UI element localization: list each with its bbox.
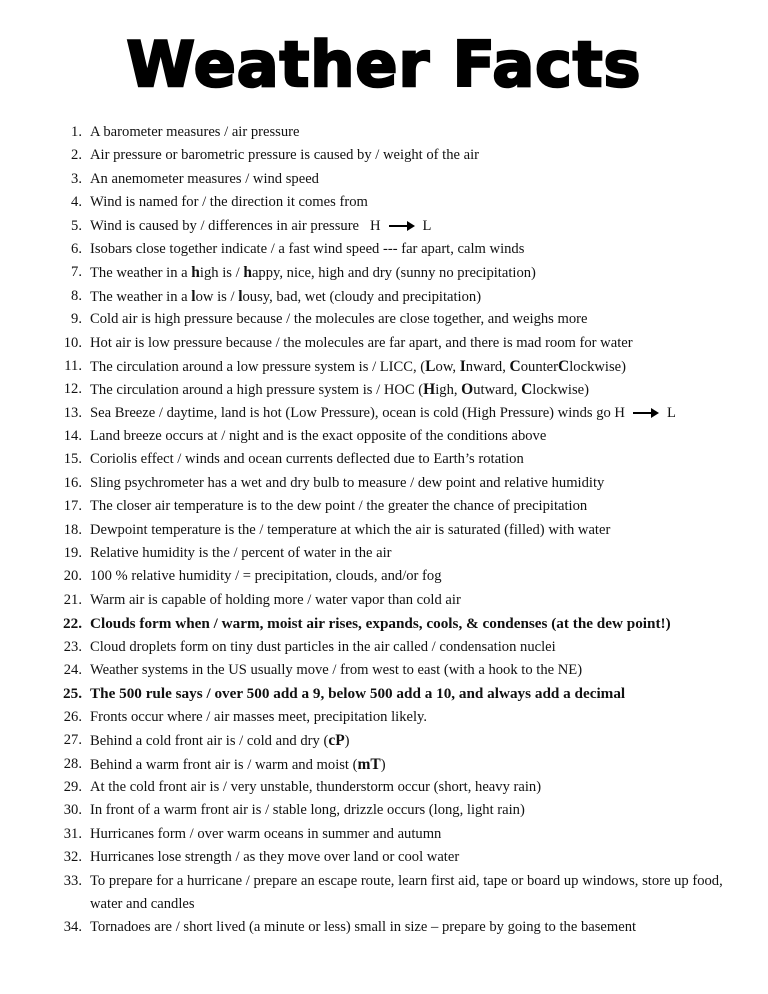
item-number: 17. bbox=[63, 498, 82, 515]
text-segment: nward, bbox=[465, 358, 510, 375]
item-text: Sling psychrometer has a wet and dry bulb to measure / dew point and relative humidity bbox=[90, 474, 605, 491]
list-item bbox=[0, 144, 768, 167]
item-number: 23. bbox=[63, 638, 82, 655]
text-segment: Behind a cold front air is / cold and dry ( bbox=[90, 733, 329, 750]
list-item bbox=[0, 215, 768, 238]
emphasis-letter: H bbox=[423, 381, 436, 399]
item-text: Wind is caused by / differences in air pressure bbox=[90, 217, 360, 234]
low-pressure-label: L bbox=[422, 217, 432, 234]
item-text: Cold air is high pressure because / the molecules are close together, and weighs more bbox=[90, 311, 588, 328]
item-number: 32. bbox=[63, 849, 82, 866]
text-segment: lockwise) bbox=[569, 358, 626, 375]
item-number: 15. bbox=[63, 451, 82, 468]
list-item bbox=[0, 565, 768, 588]
list-item bbox=[0, 168, 768, 191]
item-text: Air pressure or barometric pressure is caused by / weight of the air bbox=[90, 147, 480, 164]
list-item bbox=[0, 519, 768, 542]
item-text: The closer air temperature is to the dew point / the greater the chance of precipitation bbox=[90, 498, 588, 515]
text-segment: ) bbox=[380, 756, 386, 773]
item-text: Cloud droplets form on tiny dust particles in the air called / condensation nuclei bbox=[90, 638, 556, 655]
text-segment: The weather in a bbox=[90, 288, 192, 305]
text-segment: ow, bbox=[435, 358, 460, 375]
item-number: 25. bbox=[63, 685, 82, 703]
list-item bbox=[0, 846, 768, 869]
item-text: Wind is named for / the direction it comes from bbox=[90, 194, 368, 211]
list-item bbox=[0, 448, 768, 471]
item-number: 6. bbox=[71, 240, 82, 257]
facts-list bbox=[0, 121, 768, 940]
list-item bbox=[0, 191, 768, 214]
list-item bbox=[0, 261, 768, 284]
list-item bbox=[0, 308, 768, 331]
item-text-wrapper bbox=[90, 261, 730, 285]
emphasis-letter: C bbox=[521, 381, 533, 399]
list-item bbox=[0, 916, 768, 939]
text-segment: The weather in a bbox=[90, 265, 192, 282]
item-number: 12. bbox=[63, 381, 82, 398]
emphasis-letter: C bbox=[509, 357, 521, 375]
item-number: 33. bbox=[63, 872, 82, 889]
item-text: Warm air is capable of holding more / water vapor than cold air bbox=[90, 591, 461, 608]
list-item bbox=[0, 776, 768, 799]
list-item bbox=[0, 378, 768, 401]
item-number: 11. bbox=[64, 357, 82, 374]
item-text: Dewpoint temperature is the / temperature at which the air is saturated (filled) with water bbox=[90, 521, 611, 538]
high-pressure-label: H bbox=[370, 217, 381, 234]
item-number: 16. bbox=[63, 474, 82, 491]
item-number: 27. bbox=[63, 732, 82, 749]
item-text-wrapper bbox=[90, 215, 730, 238]
emphasis-letter: C bbox=[558, 357, 570, 375]
emphasis-letter: l bbox=[191, 287, 196, 305]
air-mass-code: cP bbox=[328, 732, 345, 750]
text-segment: The circulation around a low pressure system is / LICC, ( bbox=[90, 358, 426, 375]
list-item bbox=[0, 121, 768, 144]
text-segment: utward, bbox=[473, 382, 522, 399]
list-item bbox=[0, 706, 768, 729]
emphasis-letter: l bbox=[238, 287, 243, 305]
text-segment: ) bbox=[344, 733, 350, 750]
emphasis-letter: I bbox=[459, 357, 466, 375]
item-text-wrapper bbox=[90, 355, 730, 379]
text-segment: Behind a warm front air is / warm and moist ( bbox=[90, 756, 358, 773]
item-text: Tornadoes are / short lived (a minute or less) small in size – prepare by going to the basement bbox=[90, 919, 637, 936]
item-number: 22. bbox=[63, 615, 82, 633]
item-text-wrapper bbox=[90, 378, 730, 402]
item-number: 30. bbox=[63, 802, 82, 819]
list-item bbox=[0, 355, 768, 378]
item-text: 100 % relative humidity / = precipitation, clouds, and/or fog bbox=[90, 568, 442, 585]
list-item bbox=[0, 823, 768, 846]
item-number: 26. bbox=[63, 708, 82, 725]
item-text-wrapper bbox=[90, 729, 730, 753]
item-text: In front of a warm front air is / stable long, drizzle occurs (long, light rain) bbox=[90, 802, 525, 819]
list-item bbox=[0, 589, 768, 612]
item-text: Hot air is low pressure because / the molecules are far apart, and there is mad room for water bbox=[90, 334, 633, 351]
emphasis-letter: O bbox=[461, 381, 474, 399]
item-text: Clouds form when / warm, moist air rises, expands, cools, & condenses (at the dew point!) bbox=[90, 615, 671, 633]
text-segment: ousy, bad, wet (cloudy and precipitation) bbox=[242, 288, 482, 305]
item-number: 9. bbox=[71, 311, 82, 328]
item-number: 3. bbox=[71, 170, 82, 187]
list-item bbox=[0, 612, 768, 635]
list-item bbox=[0, 472, 768, 495]
item-text: Fronts occur where / air masses meet, precipitation likely. bbox=[90, 708, 428, 725]
page-title: Weather Facts bbox=[126, 28, 642, 101]
list-item bbox=[0, 402, 768, 425]
list-item bbox=[0, 682, 768, 705]
item-number: 5. bbox=[71, 217, 82, 234]
item-number: 34. bbox=[63, 919, 82, 936]
item-text: Land breeze occurs at / night and is the exact opposite of the conditions above bbox=[90, 428, 547, 445]
list-item bbox=[0, 425, 768, 448]
item-text: An anemometer measures / wind speed bbox=[90, 170, 319, 187]
item-text-wrapper bbox=[90, 753, 730, 777]
item-number: 19. bbox=[63, 545, 82, 562]
emphasis-letter: h bbox=[243, 264, 252, 282]
item-number: 10. bbox=[63, 334, 82, 351]
list-item bbox=[0, 332, 768, 355]
emphasis-letter: L bbox=[425, 357, 436, 375]
item-text: Hurricanes form / over warm oceans in summer and autumn bbox=[90, 825, 442, 842]
list-item bbox=[0, 238, 768, 261]
list-item bbox=[0, 870, 768, 917]
list-item bbox=[0, 753, 768, 776]
arrow-right-icon bbox=[633, 408, 659, 418]
item-number: 8. bbox=[71, 287, 82, 304]
item-text: Coriolis effect / winds and ocean currents deflected due to Earth’s rotation bbox=[90, 451, 524, 468]
item-text: To prepare for a hurricane / prepare an escape route, learn first aid, tape or board up windows, store up food, water and candles bbox=[90, 872, 723, 912]
list-item bbox=[0, 659, 768, 682]
item-text-wrapper bbox=[90, 402, 730, 425]
list-item bbox=[0, 285, 768, 308]
item-number: 2. bbox=[71, 147, 82, 164]
item-number: 31. bbox=[63, 825, 82, 842]
item-number: 7. bbox=[71, 264, 82, 281]
arrow-right-icon bbox=[389, 221, 415, 231]
item-number: 14. bbox=[63, 428, 82, 445]
list-item bbox=[0, 636, 768, 659]
low-pressure-label: L bbox=[666, 404, 676, 421]
list-item bbox=[0, 799, 768, 822]
item-number: 18. bbox=[63, 521, 82, 538]
item-number: 21. bbox=[63, 591, 82, 608]
item-text-wrapper bbox=[90, 285, 730, 309]
item-number: 4. bbox=[71, 194, 82, 211]
list-item bbox=[0, 542, 768, 565]
item-number: 13. bbox=[63, 404, 82, 421]
item-text: Sea Breeze / daytime, land is hot (Low Pressure), ocean is cold (High Pressure) winds go H bbox=[90, 404, 625, 421]
item-text: Hurricanes lose strength / as they move over land or cool water bbox=[90, 849, 460, 866]
item-text: A barometer measures / air pressure bbox=[90, 124, 300, 140]
item-number: 29. bbox=[63, 778, 82, 795]
item-number: 24. bbox=[63, 661, 82, 678]
air-mass-code: mT bbox=[357, 755, 381, 773]
item-number: 20. bbox=[63, 568, 82, 585]
item-number: 1. bbox=[71, 124, 82, 140]
list-item bbox=[0, 495, 768, 518]
item-text: Relative humidity is the / percent of water in the air bbox=[90, 545, 392, 562]
text-segment: igh is / bbox=[199, 265, 244, 282]
text-segment: ow is / bbox=[195, 288, 239, 305]
item-number: 28. bbox=[63, 755, 82, 772]
list-item bbox=[0, 729, 768, 752]
emphasis-letter: h bbox=[191, 264, 200, 282]
item-text: Weather systems in the US usually move / from west to east (with a hook to the NE) bbox=[90, 661, 583, 678]
text-segment: lockwise) bbox=[532, 382, 590, 399]
item-text: The 500 rule says / over 500 add a 9, below 500 add a 10, and always add a decimal bbox=[90, 685, 626, 703]
text-segment: The circulation around a high pressure system is / HOC ( bbox=[90, 382, 424, 399]
text-segment: appy, nice, high and dry (sunny no precipitation) bbox=[251, 265, 536, 282]
item-text: Isobars close together indicate / a fast wind speed --- far apart, calm winds bbox=[90, 240, 525, 257]
text-segment: ounter bbox=[520, 358, 559, 375]
item-text: At the cold front air is / very unstable, thunderstorm occur (short, heavy rain) bbox=[90, 778, 542, 795]
text-segment: igh, bbox=[435, 382, 462, 399]
